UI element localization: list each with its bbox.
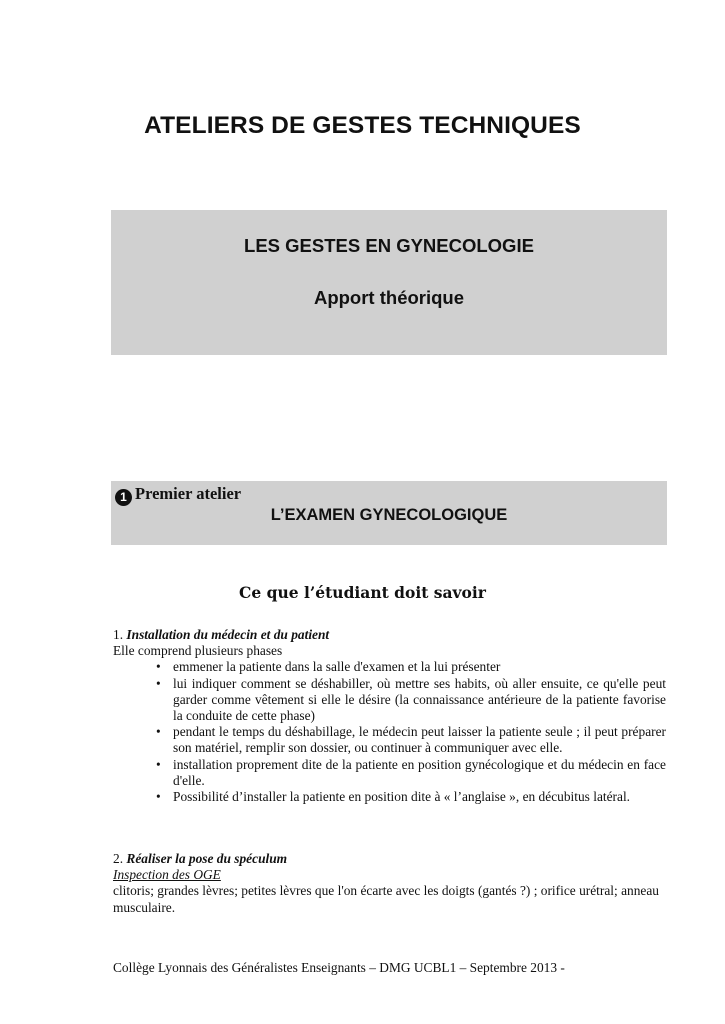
list-item: • installation proprement dite de la patiente en position gynécologique et du médecin en face d'elle.	[173, 757, 666, 789]
header-box	[111, 210, 667, 355]
section2-text: clitoris; grandes lèvres; petites lèvres que l'on écarte avec les doigts (gantés ?) ; orifice urétral; anneau musculaire.	[113, 883, 659, 915]
list-item: • emmener la patiente dans la salle d'examen et la lui présenter	[173, 659, 666, 675]
section2-subheading: Inspection des OGE	[113, 867, 221, 883]
atelier-label: Premier atelier	[135, 484, 242, 503]
list-item: • Possibilité d’installer la patiente en position dite à « l’anglaise », en décubitus latéral.	[173, 789, 666, 805]
section1-bullet-list	[113, 659, 666, 805]
atelier-label-line	[115, 484, 241, 506]
section2-title: Réaliser la pose du spéculum	[126, 851, 288, 866]
list-item: • lui indiquer comment se déshabiller, où mettre ses habits, où aller ensuite, ce qu'elle peut garder comme vêtement si elle le désire (la connaissance antérieure de la patiente favorise la conduite de cette phase)	[173, 676, 666, 725]
section1-heading	[113, 627, 666, 643]
section1-title: Installation du médecin et du patient	[126, 627, 330, 642]
subject-title: LES GESTES EN GYNECOLOGIE	[244, 235, 534, 256]
section1-number: 1.	[113, 627, 124, 642]
section-speculum	[113, 851, 666, 916]
page-footer: Collège Lyonnais des Généralistes Enseignants – DMG UCBL1 – Septembre 2013 -	[113, 960, 565, 975]
section2-heading	[113, 851, 666, 867]
section-heading: Ce que l’étudiant doit savoir	[239, 583, 486, 602]
section-installation	[113, 627, 666, 805]
atelier-title: L’EXAMEN GYNECOLOGIQUE	[270, 506, 508, 524]
number-badge-icon: 1	[115, 489, 132, 506]
document-title: ATELIERS DE GESTES TECHNIQUES	[144, 112, 581, 139]
list-item: • pendant le temps du déshabillage, le médecin peut laisser la patiente seule ; il peut préparer son matériel, remplir son dossier, ou continuer à communiquer avec elle.	[173, 724, 666, 756]
section1-intro: Elle comprend plusieurs phases	[113, 643, 283, 659]
section2-number: 2.	[113, 851, 124, 866]
subject-subtitle: Apport théorique	[313, 287, 465, 308]
atelier-box	[111, 481, 667, 545]
